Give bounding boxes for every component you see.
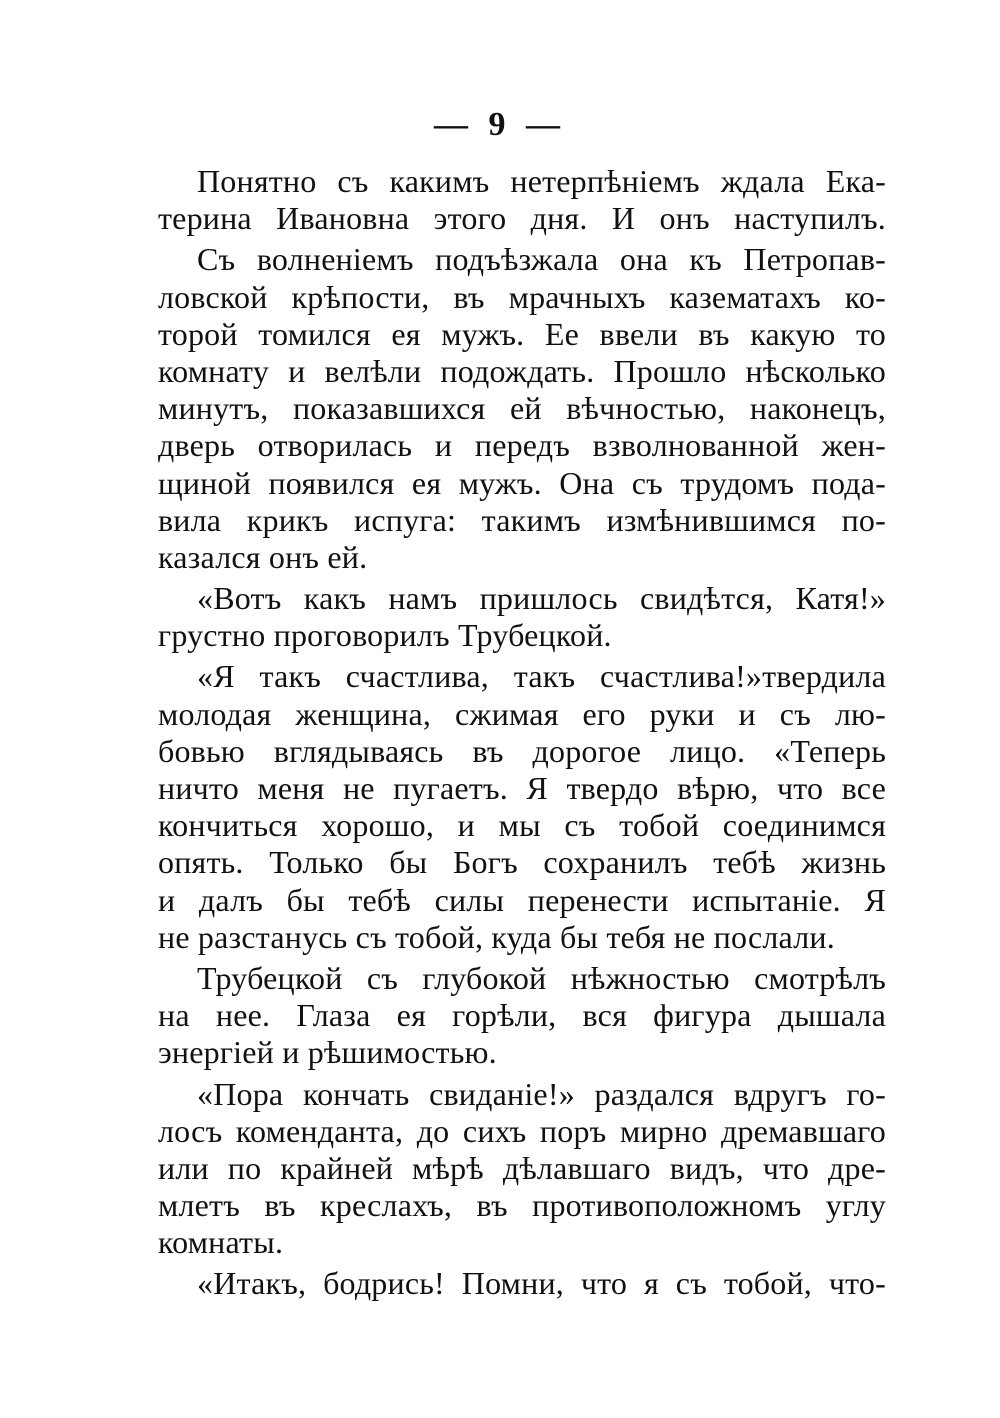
- text-line: опять. Только бы Богъ сохранилъ тебѣ жизнь: [158, 844, 886, 881]
- text-line: не разстанусь съ тобой, куда бы тебя не послали.: [158, 918, 835, 955]
- text-line: и далъ бы тебѣ силы перенести испытаніе. Я: [158, 881, 886, 918]
- text-line: ловской крѣпости, въ мрачныхъ казематахъ ко-: [158, 278, 886, 315]
- body-text: [158, 163, 886, 1303]
- text-line: «Пора кончать свиданіе!» раздался вдругъ го-: [197, 1075, 886, 1112]
- text-line: «Вотъ какъ намъ пришлось свидѣтся, Катя!»: [197, 580, 886, 617]
- text-line: или по крайней мѣрѣ дѣлавшаго видъ, что дре-: [158, 1149, 886, 1186]
- text-line: торой томился ея мужъ. Ее ввели въ какую то: [158, 315, 886, 352]
- text-line: ничто меня не пугаетъ. Я твердо вѣрю, что все: [158, 770, 886, 806]
- text-line: казался онъ ей.: [158, 538, 368, 575]
- text-line: бовью вглядываясь въ дорогое лицо. «Теперь: [158, 732, 886, 769]
- text-line: грустно проговорилъ Трубецкой.: [158, 617, 612, 654]
- text-line: терина Ивановна этого дня. И онъ наступилъ.: [158, 200, 886, 237]
- text-line: комнаты.: [158, 1224, 284, 1261]
- text-line: Трубецкой съ глубокой нѣжностью смотрѣлъ: [197, 959, 886, 996]
- text-line: энергіей и рѣшимостью.: [158, 1034, 497, 1071]
- text-line: «Итакъ, бодрись! Помни, что я съ тобой, что-: [197, 1265, 886, 1302]
- text-line: вила крикъ испуга: такимъ измѣнившимся по-: [158, 501, 886, 538]
- text-line: «Я такъ счастлива, такъ счастлива!»твердила: [197, 658, 886, 695]
- text-line: дверь отворилась и передъ взволнованной жен-: [158, 427, 886, 464]
- text-line: молодая женщина, сжимая его руки и съ лю-: [158, 695, 886, 732]
- text-line: на нее. Глаза ея горѣли, вся фигура дышала: [158, 997, 886, 1034]
- text-line: кончиться хорошо, и мы съ тобой соединимся: [158, 807, 886, 844]
- text-line: Съ волненіемъ подъѣзжала она къ Петропав-: [197, 241, 886, 278]
- text-line: млетъ въ креслахъ, въ противоположномъ углу: [158, 1187, 886, 1224]
- text-line: щиной появился ея мужъ. Она съ трудомъ пода-: [158, 464, 886, 501]
- text-line: минутъ, показавшихся ей вѣчностью, наконецъ,: [158, 390, 886, 427]
- page-number: — 9 —: [434, 106, 566, 143]
- text-line: Понятно съ какимъ нетерпѣніемъ ждала Ека-: [197, 163, 886, 199]
- text-line: лосъ коменданта, до сихъ поръ мирно дремавшаго: [158, 1112, 886, 1149]
- text-line: комнату и велѣли подождать. Прошло нѣсколько: [158, 352, 886, 389]
